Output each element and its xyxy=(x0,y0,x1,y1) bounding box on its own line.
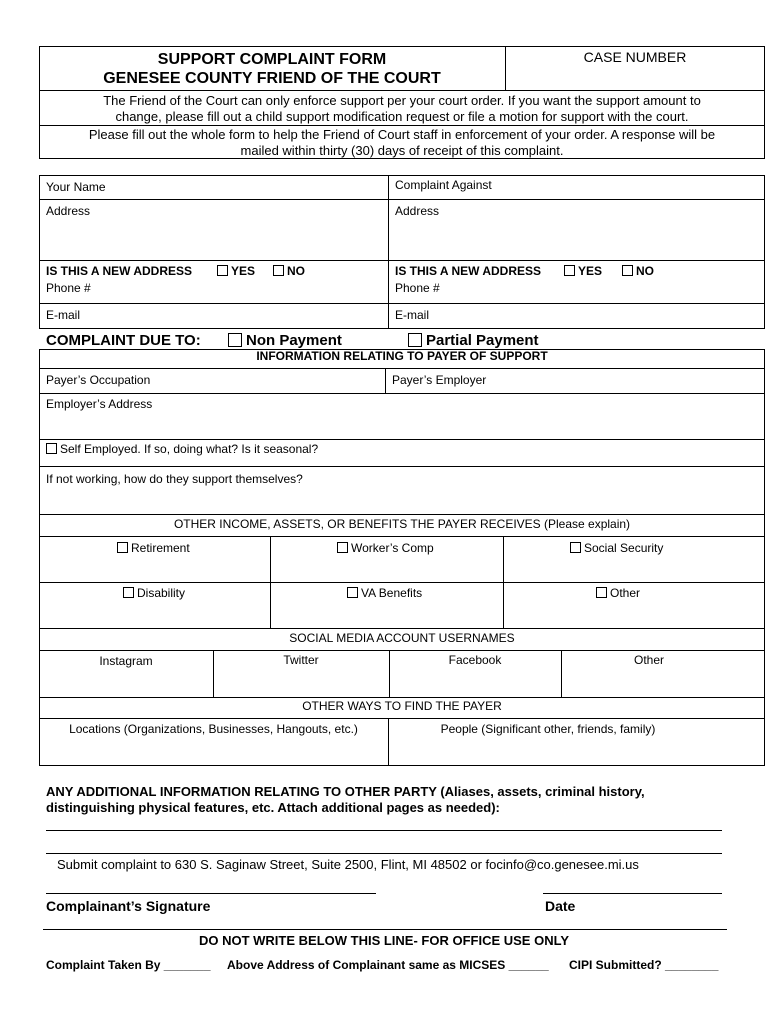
checkbox-icon[interactable] xyxy=(46,443,57,454)
form-title: SUPPORT COMPLAINT FORM xyxy=(157,51,387,68)
checkbox-icon[interactable] xyxy=(117,542,128,553)
complaint-against-label: Complaint Against xyxy=(395,178,492,192)
checkbox-icon[interactable] xyxy=(408,333,422,347)
payer-rule-3 xyxy=(39,439,765,440)
phone-label-left: Phone # xyxy=(46,281,91,295)
checkbox-icon[interactable] xyxy=(622,265,633,276)
social-rule-2 xyxy=(39,697,765,698)
email-label-left: E-mail xyxy=(46,308,81,322)
date-label: Date xyxy=(545,898,576,914)
non-payment-option[interactable]: Non Payment xyxy=(228,332,342,349)
parties-rule-3 xyxy=(39,303,765,304)
header-rule xyxy=(39,90,765,91)
new-address-label-right: IS THIS A NEW ADDRESS xyxy=(395,264,542,278)
same-address-micses: Above Address of Complainant same as MICSES ______ xyxy=(227,958,549,972)
facebook-label: Facebook xyxy=(448,653,502,667)
self-employed-option[interactable]: Self Employed. If so, doing what? Is it seasonal? xyxy=(46,442,318,456)
complaint-due-to-label: COMPLAINT DUE TO: xyxy=(46,332,201,349)
office-use-heading: DO NOT WRITE BELOW THIS LINE- FOR OFFICE USE ONLY xyxy=(198,933,570,948)
income-rule-2 xyxy=(39,582,765,583)
address-label-right: Address xyxy=(395,204,440,218)
complaint-taken-by: Complaint Taken By _______ xyxy=(46,958,211,972)
social-rule-1 xyxy=(39,650,765,651)
social-section-title: SOCIAL MEDIA ACCOUNT USERNAMES xyxy=(289,631,515,645)
checkbox-icon[interactable] xyxy=(123,587,134,598)
checkbox-icon[interactable] xyxy=(596,587,607,598)
checkbox-icon[interactable] xyxy=(564,265,575,276)
intro-line-1: The Friend of the Court can only enforce support per your court order. If you want the support amount to xyxy=(103,93,701,108)
income-other-option[interactable]: Other xyxy=(596,586,640,600)
cipi-submitted: CIPI Submitted? ________ xyxy=(569,958,719,972)
income-rule-1 xyxy=(39,536,765,537)
your-name-label: Your Name xyxy=(46,180,106,194)
partial-payment-option[interactable]: Partial Payment xyxy=(408,332,539,349)
phone-label-right: Phone # xyxy=(395,281,440,295)
instagram-label: Instagram xyxy=(99,654,153,668)
disability-option[interactable]: Disability xyxy=(123,586,185,600)
payer-rule-2 xyxy=(39,393,765,394)
additional-info-line-1[interactable] xyxy=(46,830,722,831)
payer-rule-1 xyxy=(39,368,765,369)
checkbox-icon[interactable] xyxy=(337,542,348,553)
find-payer-section-title: OTHER WAYS TO FIND THE PAYER xyxy=(302,699,502,713)
checkbox-icon[interactable] xyxy=(228,333,242,347)
intro-rule xyxy=(39,125,765,126)
locations-label: Locations (Organizations, Businesses, Hangouts, etc.) xyxy=(69,722,358,736)
new-address-yes-right[interactable]: YES xyxy=(564,264,602,278)
workers-comp-option[interactable]: Worker’s Comp xyxy=(337,541,434,555)
email-label-right: E-mail xyxy=(395,308,430,322)
payer-employer-label: Payer’s Employer xyxy=(392,373,487,387)
new-address-yes-left[interactable]: YES xyxy=(217,264,255,278)
new-address-no-right[interactable]: NO xyxy=(622,264,654,278)
retirement-option[interactable]: Retirement xyxy=(117,541,190,555)
signature-line[interactable] xyxy=(46,893,376,894)
checkbox-icon[interactable] xyxy=(273,265,284,276)
new-address-label-left: IS THIS A NEW ADDRESS xyxy=(46,264,193,278)
va-benefits-option[interactable]: VA Benefits xyxy=(347,586,422,600)
find-payer-rule xyxy=(39,718,765,719)
parties-rule-2 xyxy=(39,260,765,261)
additional-info-heading-1: ANY ADDITIONAL INFORMATION RELATING TO OTHER PARTY (Aliases, assets, criminal history, xyxy=(46,784,645,799)
intro-line-2: change, please fill out a child support modification request or file a motion for support with the court. xyxy=(115,109,689,124)
date-line[interactable] xyxy=(543,893,722,894)
form-subtitle: GENESEE COUNTY FRIEND OF THE COURT xyxy=(103,70,441,87)
case-number-label: CASE NUMBER xyxy=(583,49,687,65)
payer-section-title: INFORMATION RELATING TO PAYER OF SUPPORT xyxy=(256,349,548,363)
checkbox-icon[interactable] xyxy=(217,265,228,276)
twitter-label: Twitter xyxy=(283,653,319,667)
submit-instructions: Submit complaint to 630 S. Saginaw Street, Suite 2500, Flint, MI 48502 or focinfo@co.genesee.mi.us xyxy=(57,857,639,872)
social-other-label: Other xyxy=(633,653,664,667)
payer-rule-4 xyxy=(39,466,765,467)
intro-line-4: mailed within thirty (30) days of receipt of this complaint. xyxy=(240,143,564,158)
additional-info-line-2[interactable] xyxy=(46,853,722,854)
income-rule-3 xyxy=(39,628,765,629)
social-security-option[interactable]: Social Security xyxy=(570,541,663,555)
not-working-label: If not working, how do they support themselves? xyxy=(46,472,303,486)
office-use-rule xyxy=(43,929,727,930)
case-number-field[interactable] xyxy=(506,66,764,89)
checkbox-icon[interactable] xyxy=(570,542,581,553)
parties-rule-1 xyxy=(39,199,765,200)
payer-divider xyxy=(385,368,386,393)
intro-line-3: Please fill out the whole form to help the Friend of Court staff in enforcement of your order. A response will be xyxy=(88,127,716,142)
address-label-left: Address xyxy=(46,204,91,218)
payer-occupation-label: Payer’s Occupation xyxy=(46,373,151,387)
income-section-title: OTHER INCOME, ASSETS, OR BENEFITS THE PAYER RECEIVES (Please explain) xyxy=(173,517,631,531)
people-label: People (Significant other, friends, family) xyxy=(440,722,656,736)
complainant-signature-label: Complainant’s Signature xyxy=(46,898,211,914)
checkbox-icon[interactable] xyxy=(347,587,358,598)
new-address-no-left[interactable]: NO xyxy=(273,264,305,278)
payer-rule-5 xyxy=(39,514,765,515)
employer-address-label: Employer’s Address xyxy=(46,397,153,411)
additional-info-heading-2: distinguishing physical features, etc. Attach additional pages as needed): xyxy=(46,800,500,815)
